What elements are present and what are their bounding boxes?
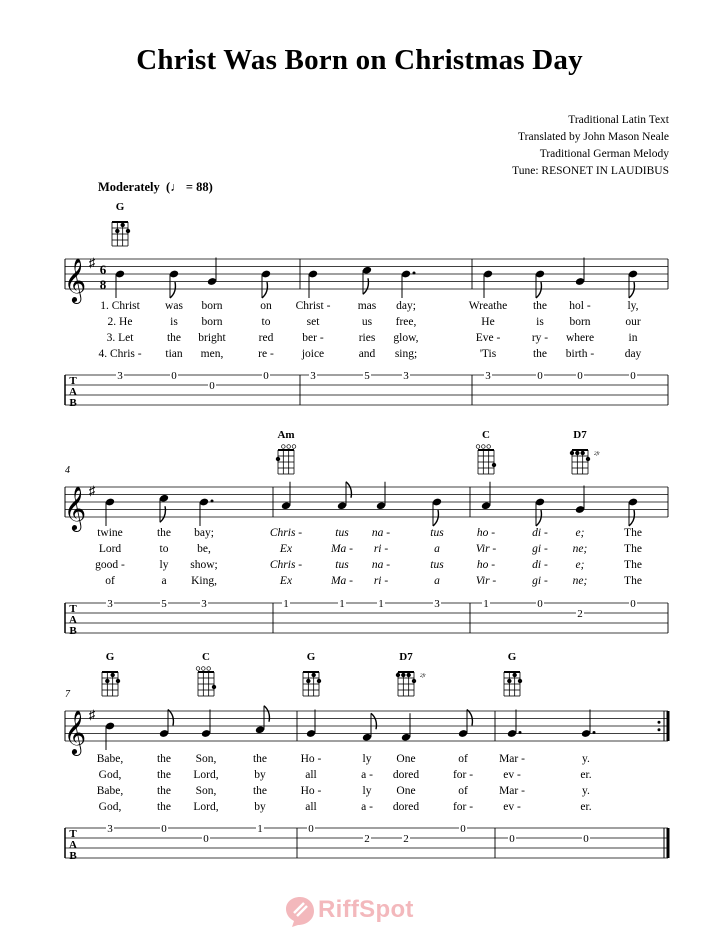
measure-number: 4 bbox=[65, 465, 70, 476]
note-flag bbox=[536, 510, 541, 526]
chord-name: G bbox=[105, 651, 115, 663]
chord-finger-dot bbox=[110, 673, 114, 677]
tab-fret-number: 3 bbox=[107, 823, 113, 835]
chord-finger-dot bbox=[276, 457, 280, 461]
lyric-syllable: birth - bbox=[565, 348, 595, 360]
repeat-dot bbox=[658, 728, 661, 731]
tab-fret-number: 0 bbox=[460, 823, 466, 835]
lyric-syllable: of bbox=[458, 785, 468, 797]
chord-open-string bbox=[207, 667, 211, 671]
lyric-syllable: dored bbox=[392, 769, 420, 781]
lyric-syllable: joice bbox=[301, 348, 325, 360]
lyric-syllable: Vir - bbox=[475, 543, 497, 555]
chord-finger-dot bbox=[512, 673, 516, 677]
lyric-syllable: Chris - bbox=[269, 527, 303, 539]
lyric-syllable: by bbox=[254, 769, 266, 781]
tab-label-b: B bbox=[69, 625, 77, 637]
song-title: Christ Was Born on Christmas Day bbox=[136, 44, 583, 76]
lyric-syllable: Lord, bbox=[193, 801, 219, 813]
lyric-syllable: in bbox=[628, 332, 638, 344]
tab-fret-number: 0 bbox=[171, 370, 177, 382]
lyric-syllable: One bbox=[396, 753, 416, 765]
credit-melody: Traditional German Melody bbox=[539, 148, 669, 160]
time-signature-top: 6 bbox=[99, 262, 107, 277]
note-flag bbox=[363, 278, 368, 294]
lyric-syllable: a - bbox=[361, 769, 373, 781]
lyric-syllable: free, bbox=[395, 316, 417, 328]
chord-finger-dot bbox=[396, 673, 400, 677]
chord-fret-label: 2fr bbox=[420, 674, 426, 679]
treble-clef-icon: 𝄞 bbox=[63, 488, 87, 530]
chord-diagram-icon bbox=[303, 672, 321, 696]
tab-fret-number: 3 bbox=[310, 370, 316, 382]
note-flag bbox=[160, 506, 165, 522]
tab-fret-number: 1 bbox=[339, 598, 345, 610]
tab-fret-number: 0 bbox=[577, 370, 583, 382]
lyric-syllable: on bbox=[260, 300, 272, 312]
lyric-syllable: ri - bbox=[373, 543, 389, 555]
chord-finger-dot bbox=[311, 673, 315, 677]
lyric-syllable: ly bbox=[362, 753, 372, 765]
lyric-syllable: Lord bbox=[98, 543, 122, 555]
logo-text: RiffSpot bbox=[318, 896, 414, 923]
chord-finger-dot bbox=[406, 673, 410, 677]
lyric-syllable: God, bbox=[98, 801, 122, 813]
lyric-syllable: is bbox=[536, 316, 544, 328]
chord-finger-dot bbox=[105, 679, 109, 683]
lyric-syllable: One bbox=[396, 785, 416, 797]
note-flag bbox=[262, 282, 267, 298]
lyric-syllable: glow, bbox=[393, 332, 419, 344]
credit-lyrics: Traditional Latin Text bbox=[568, 114, 669, 126]
lyric-syllable: Chris - bbox=[269, 559, 303, 571]
chord-diagram-icon bbox=[504, 672, 522, 696]
lyric-syllable: a bbox=[434, 543, 440, 555]
lyric-syllable: Son, bbox=[195, 785, 217, 797]
tempo-text: Moderately bbox=[98, 180, 160, 194]
lyric-syllable: 4. Chris - bbox=[98, 348, 142, 360]
chord-finger-dot bbox=[115, 229, 119, 233]
tab-fret-number: 0 bbox=[263, 370, 269, 382]
lyric-syllable: twine bbox=[97, 527, 123, 539]
tab-label-t: T bbox=[69, 603, 77, 615]
lyric-syllable: the bbox=[156, 785, 172, 797]
lyric-syllable: the bbox=[156, 801, 172, 813]
tab-label-a: A bbox=[69, 386, 77, 398]
chord-finger-dot bbox=[317, 679, 321, 683]
lyric-syllable: e; bbox=[575, 559, 585, 571]
lyric-syllable: tian bbox=[165, 348, 183, 360]
dot bbox=[593, 731, 596, 734]
tab-fret-number: 3 bbox=[434, 598, 440, 610]
lyric-syllable: Ma - bbox=[330, 543, 354, 555]
tempo-marking: Moderately (♩ = 88) bbox=[98, 180, 213, 194]
lyric-syllable: Christ - bbox=[295, 300, 331, 312]
tab-fret-number: 3 bbox=[107, 598, 113, 610]
lyric-syllable: na - bbox=[371, 527, 391, 539]
chord-diagram-icon bbox=[102, 672, 120, 696]
lyric-syllable: ho - bbox=[476, 527, 496, 539]
dot bbox=[413, 272, 416, 275]
tab-fret-number: 0 bbox=[203, 833, 209, 845]
lyric-syllable: Wreathe bbox=[468, 300, 508, 312]
lyric-syllable: born bbox=[201, 300, 223, 312]
chord-finger-dot bbox=[401, 673, 405, 677]
lyric-syllable: tus bbox=[335, 527, 349, 539]
lyric-syllable: re - bbox=[258, 348, 274, 360]
tab-fret-number: 1 bbox=[378, 598, 384, 610]
chord-diagram-icon bbox=[570, 450, 590, 474]
note-flag bbox=[433, 510, 438, 526]
note-flag bbox=[467, 710, 472, 726]
lyric-syllable: Vir - bbox=[475, 575, 497, 587]
lyric-syllable: Babe, bbox=[96, 785, 124, 797]
lyric-syllable: for - bbox=[452, 769, 474, 781]
lyric-syllable: day; bbox=[396, 300, 416, 312]
lyric-syllable: Ho - bbox=[300, 785, 322, 797]
lyric-syllable: di - bbox=[532, 527, 548, 539]
lyric-syllable: 'Tis bbox=[479, 348, 497, 360]
lyric-syllable: ne; bbox=[572, 543, 588, 555]
lyric-syllable: God, bbox=[98, 769, 122, 781]
chord-diagram-icon bbox=[396, 672, 416, 696]
lyric-syllable: 2. He bbox=[107, 316, 133, 328]
lyric-syllable: a - bbox=[361, 801, 373, 813]
lyric-syllable: born bbox=[201, 316, 223, 328]
tab-label-a: A bbox=[69, 614, 77, 626]
chord-name: Am bbox=[277, 429, 295, 441]
chord-open-string bbox=[196, 667, 200, 671]
chord-name: D7 bbox=[573, 429, 587, 441]
tab-fret-number: 3 bbox=[485, 370, 491, 382]
lyric-syllable: a bbox=[434, 575, 440, 587]
tab-fret-number: 0 bbox=[630, 598, 636, 610]
chord-finger-dot bbox=[518, 679, 522, 683]
lyric-syllable: set bbox=[306, 316, 320, 328]
lyric-syllable: Eve - bbox=[475, 332, 501, 344]
tab-fret-number: 5 bbox=[161, 598, 167, 610]
tempo-bpm: = 88 bbox=[185, 180, 209, 194]
key-signature-sharp-icon: ♯ bbox=[88, 706, 96, 722]
lyric-syllable: The bbox=[624, 575, 642, 587]
lyric-syllable: dored bbox=[392, 801, 420, 813]
chord-name: D7 bbox=[399, 651, 413, 663]
chord-finger-dot bbox=[586, 457, 590, 461]
chord-diagram-icon bbox=[112, 222, 130, 246]
tab-fret-number: 0 bbox=[630, 370, 636, 382]
lyric-syllable: ly bbox=[159, 559, 169, 571]
lyric-syllable: born bbox=[569, 316, 591, 328]
tab-label-b: B bbox=[69, 850, 77, 862]
tab-fret-number: 0 bbox=[308, 823, 314, 835]
tab-fret-number: 5 bbox=[364, 370, 370, 382]
tab-fret-number: 0 bbox=[583, 833, 589, 845]
lyric-syllable: di - bbox=[532, 559, 548, 571]
tab-label-t: T bbox=[69, 828, 77, 840]
chord-diagram-icon bbox=[476, 445, 496, 474]
chord-open-string bbox=[292, 445, 296, 449]
lyric-syllable: The bbox=[624, 559, 642, 571]
lyric-syllable: gi - bbox=[532, 575, 548, 587]
credit-translation: Translated by John Mason Neale bbox=[518, 131, 669, 143]
chord-finger-dot bbox=[116, 679, 120, 683]
lyric-syllable: the bbox=[532, 300, 548, 312]
lyric-syllable: red bbox=[258, 332, 274, 344]
lyric-syllable: of bbox=[458, 753, 468, 765]
lyric-syllable: ries bbox=[358, 332, 376, 344]
tab-fret-number: 0 bbox=[509, 833, 515, 845]
lyric-syllable: gi - bbox=[532, 543, 548, 555]
tab-fret-number: 3 bbox=[403, 370, 409, 382]
time-signature-bottom: 8 bbox=[99, 277, 107, 292]
lyric-syllable: our bbox=[625, 316, 641, 328]
lyric-syllable: er. bbox=[580, 801, 592, 813]
chord-finger-dot bbox=[507, 679, 511, 683]
chord-finger-dot bbox=[412, 679, 416, 683]
lyric-syllable: ne; bbox=[572, 575, 588, 587]
note-flag bbox=[629, 510, 634, 526]
lyric-syllable: men, bbox=[200, 348, 224, 360]
lyric-syllable: tus bbox=[335, 559, 349, 571]
tab-fret-number: 2 bbox=[577, 608, 583, 620]
chord-diagram-icon bbox=[276, 445, 296, 474]
lyric-syllable: ev - bbox=[503, 801, 521, 813]
lyric-syllable: the bbox=[156, 769, 172, 781]
lyric-syllable: ry - bbox=[531, 332, 549, 344]
lyric-syllable: the bbox=[156, 753, 172, 765]
quarter-note-icon: ♩ bbox=[170, 180, 183, 194]
lyric-syllable: the bbox=[166, 332, 182, 344]
lyric-syllable: bright bbox=[198, 332, 226, 344]
lyric-syllable: Mar - bbox=[499, 753, 525, 765]
lyric-syllable: to bbox=[159, 543, 169, 555]
lyric-syllable: Ma - bbox=[330, 575, 354, 587]
lyric-syllable: of bbox=[105, 575, 115, 587]
lyric-syllable: er. bbox=[580, 769, 592, 781]
lyric-syllable: ber - bbox=[302, 332, 324, 344]
lyric-syllable: He bbox=[481, 316, 495, 328]
credit-tune: Tune: RESONET IN LAUDIBUS bbox=[512, 165, 669, 177]
tab-fret-number: 0 bbox=[537, 598, 543, 610]
chord-finger-dot bbox=[575, 451, 579, 455]
lyric-syllable: tus bbox=[430, 527, 444, 539]
note-flag bbox=[168, 710, 173, 726]
note-flag bbox=[346, 482, 351, 498]
lyric-syllable: bay; bbox=[194, 527, 214, 539]
chord-name: G bbox=[507, 651, 517, 663]
note-flag bbox=[264, 706, 269, 722]
lyric-syllable: the bbox=[252, 753, 268, 765]
lyric-syllable: a bbox=[161, 575, 167, 587]
tab-fret-number: 1 bbox=[483, 598, 489, 610]
lyric-syllable: King, bbox=[191, 575, 217, 587]
lyric-syllable: is bbox=[170, 316, 178, 328]
tab-fret-number: 2 bbox=[364, 833, 370, 845]
chord-open-string bbox=[487, 445, 491, 449]
treble-clef-icon: 𝄞 bbox=[63, 712, 87, 754]
lyric-syllable: for - bbox=[452, 801, 474, 813]
key-signature-sharp-icon: ♯ bbox=[88, 254, 96, 270]
lyric-syllable: Mar - bbox=[499, 785, 525, 797]
lyric-syllable: show; bbox=[190, 559, 218, 571]
lyric-syllable: Ex bbox=[279, 575, 293, 587]
repeat-dot bbox=[658, 721, 661, 724]
lyric-syllable: Son, bbox=[195, 753, 217, 765]
chord-open-string bbox=[482, 445, 486, 449]
tab-label-a: A bbox=[69, 839, 77, 851]
tab-fret-number: 0 bbox=[161, 823, 167, 835]
lyric-syllable: The bbox=[624, 543, 642, 555]
lyric-syllable: The bbox=[624, 527, 642, 539]
lyric-syllable: to bbox=[261, 316, 271, 328]
lyric-syllable: be, bbox=[197, 543, 211, 555]
lyric-syllable: ri - bbox=[373, 575, 389, 587]
chord-finger-dot bbox=[492, 463, 496, 467]
note-flag bbox=[170, 282, 175, 298]
note-flag bbox=[536, 282, 541, 298]
lyric-syllable: good - bbox=[95, 559, 125, 571]
lyric-syllable: hol - bbox=[569, 300, 591, 312]
lyric-syllable: 1. Christ bbox=[100, 300, 140, 312]
lyric-syllable: the bbox=[532, 348, 548, 360]
lyric-syllable: Lord, bbox=[193, 769, 219, 781]
lyric-syllable: all bbox=[305, 801, 317, 813]
chord-fret-label: 2fr bbox=[594, 452, 600, 457]
lyric-syllable: tus bbox=[430, 559, 444, 571]
lyric-syllable: the bbox=[156, 527, 172, 539]
lyric-syllable: y. bbox=[582, 753, 590, 765]
tab-fret-number: 1 bbox=[283, 598, 289, 610]
lyric-syllable: Ex bbox=[279, 543, 293, 555]
chord-finger-dot bbox=[580, 451, 584, 455]
lyric-syllable: where bbox=[565, 332, 595, 344]
chord-name: G bbox=[115, 201, 125, 213]
lyric-syllable: 3. Let bbox=[106, 332, 134, 344]
chord-name: C bbox=[202, 651, 210, 663]
lyric-syllable: us bbox=[361, 316, 373, 328]
tab-fret-number: 0 bbox=[209, 380, 215, 392]
chord-name: C bbox=[482, 429, 490, 441]
lyric-syllable: by bbox=[254, 801, 266, 813]
tab-fret-number: 2 bbox=[403, 833, 409, 845]
lyric-syllable: Babe, bbox=[96, 753, 124, 765]
tab-fret-number: 3 bbox=[117, 370, 123, 382]
chord-open-string bbox=[476, 445, 480, 449]
lyric-syllable: all bbox=[305, 769, 317, 781]
key-signature-sharp-icon: ♯ bbox=[88, 482, 96, 498]
measure-number: 7 bbox=[65, 689, 70, 700]
lyric-syllable: ly, bbox=[627, 300, 639, 312]
chord-name: G bbox=[306, 651, 316, 663]
chord-diagram-icon bbox=[196, 667, 216, 696]
dot bbox=[519, 731, 522, 734]
tab-fret-number: 1 bbox=[257, 823, 263, 835]
tempo-paren: ( bbox=[162, 180, 171, 194]
lyric-syllable: y. bbox=[582, 785, 590, 797]
lyric-syllable: mas bbox=[357, 300, 377, 312]
lyric-syllable: ev - bbox=[503, 769, 521, 781]
tab-fret-number: 3 bbox=[201, 598, 207, 610]
chord-finger-dot bbox=[126, 229, 130, 233]
lyric-syllable: na - bbox=[371, 559, 391, 571]
lyric-syllable: ly bbox=[362, 785, 372, 797]
tab-label-b: B bbox=[69, 397, 77, 409]
lyric-syllable: sing; bbox=[394, 348, 418, 360]
tab-fret-number: 0 bbox=[537, 370, 543, 382]
chord-finger-dot bbox=[306, 679, 310, 683]
chord-finger-dot bbox=[212, 685, 216, 689]
dot bbox=[211, 500, 214, 503]
chord-open-string bbox=[202, 667, 206, 671]
note-flag bbox=[371, 713, 376, 729]
note-flag bbox=[629, 282, 634, 298]
chord-open-string bbox=[282, 445, 286, 449]
lyric-syllable: and bbox=[358, 348, 376, 360]
lyric-syllable: ho - bbox=[476, 559, 496, 571]
lyric-syllable: e; bbox=[575, 527, 585, 539]
lyric-syllable: the bbox=[252, 785, 268, 797]
lyric-syllable: was bbox=[165, 300, 183, 312]
tab-label-t: T bbox=[69, 375, 77, 387]
chord-finger-dot bbox=[570, 451, 574, 455]
treble-clef-icon: 𝄞 bbox=[63, 260, 87, 302]
chord-finger-dot bbox=[120, 223, 124, 227]
lyric-syllable: Ho - bbox=[300, 753, 322, 765]
chord-open-string bbox=[287, 445, 291, 449]
lyric-syllable: day bbox=[624, 348, 642, 360]
